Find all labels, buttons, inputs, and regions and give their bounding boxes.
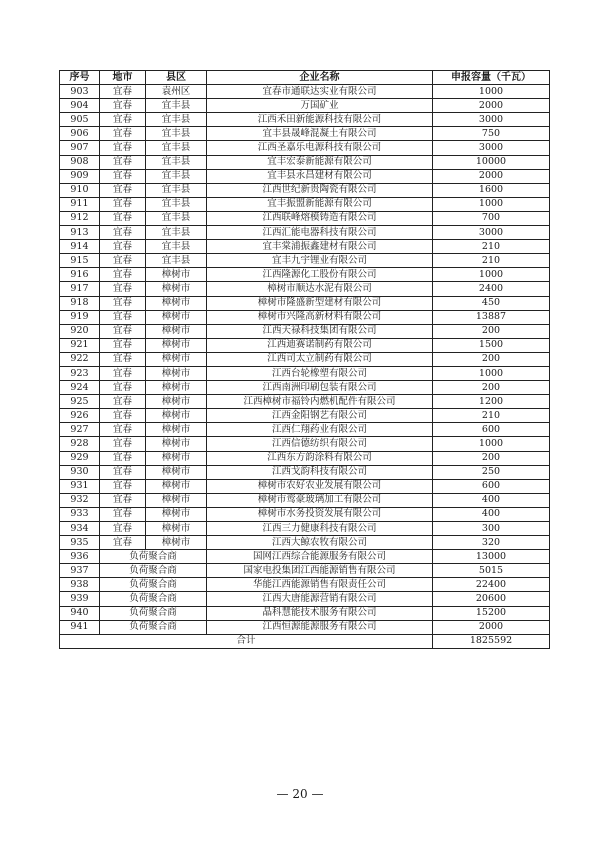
cell-city: 宜春: [100, 240, 146, 254]
cell-city: 宜春: [100, 465, 146, 479]
cell-capacity: 400: [433, 493, 550, 507]
table-row: [60, 507, 550, 521]
cell-company: 江西禾田新能源科技有限公司: [207, 113, 433, 127]
cell-city: 宜春: [100, 169, 146, 183]
cell-seq: 911: [60, 197, 100, 211]
cell-seq: 918: [60, 296, 100, 310]
cell-capacity: 1200: [433, 395, 550, 409]
table-row: [60, 211, 550, 225]
cell-city: 宜春: [100, 113, 146, 127]
cell-category: 负荷聚合商: [100, 620, 207, 634]
cell-seq: 921: [60, 338, 100, 352]
cell-company: 江西汇能电器科技有限公司: [207, 226, 433, 240]
cell-company: 晶科慧能技术服务有限公司: [207, 606, 433, 620]
cell-capacity: 2000: [433, 169, 550, 183]
cell-capacity: 200: [433, 451, 550, 465]
cell-county: 樟树市: [146, 268, 207, 282]
cell-county: 樟树市: [146, 522, 207, 536]
table-row: [60, 183, 550, 197]
cell-capacity: 20600: [433, 592, 550, 606]
cell-capacity: 600: [433, 423, 550, 437]
cell-city: 宜春: [100, 395, 146, 409]
cell-capacity: 210: [433, 254, 550, 268]
table-row: [60, 113, 550, 127]
cell-city: 宜春: [100, 197, 146, 211]
table-row: [60, 310, 550, 324]
cell-seq: 903: [60, 85, 100, 99]
cell-capacity: 200: [433, 324, 550, 338]
table-row: [60, 282, 550, 296]
cell-company: 江西三力健康科技有限公司: [207, 522, 433, 536]
table-row: [60, 155, 550, 169]
cell-capacity: 200: [433, 352, 550, 366]
table-total-row: [60, 634, 550, 648]
cell-seq: 930: [60, 465, 100, 479]
cell-company: 江西信德纺织有限公司: [207, 437, 433, 451]
cell-county: 樟树市: [146, 282, 207, 296]
cell-seq: 934: [60, 522, 100, 536]
cell-capacity: 13000: [433, 550, 550, 564]
table-row: [60, 522, 550, 536]
cell-seq: 916: [60, 268, 100, 282]
cell-company: 江西戈韵科技有限公司: [207, 465, 433, 479]
cell-seq: 910: [60, 183, 100, 197]
table-row: [60, 254, 550, 268]
cell-capacity: 200: [433, 381, 550, 395]
cell-county: 樟树市: [146, 409, 207, 423]
cell-county: 樟树市: [146, 479, 207, 493]
cell-company: 华能江西能源销售有限责任公司: [207, 578, 433, 592]
header-county: 县区: [146, 71, 207, 85]
capacity-table: [59, 70, 550, 649]
cell-city: 宜春: [100, 522, 146, 536]
cell-company: 江西圣嘉乐电源科技有限公司: [207, 141, 433, 155]
header-company: 企业名称: [207, 71, 433, 85]
cell-company: 江西东方韵涂料有限公司: [207, 451, 433, 465]
cell-county: 宜丰县: [146, 127, 207, 141]
cell-company: 樟树市水务投资发展有限公司: [207, 507, 433, 521]
cell-city: 宜春: [100, 296, 146, 310]
cell-city: 宜春: [100, 254, 146, 268]
cell-capacity: 600: [433, 479, 550, 493]
cell-capacity: 700: [433, 211, 550, 225]
cell-city: 宜春: [100, 141, 146, 155]
cell-capacity: 1000: [433, 85, 550, 99]
cell-company: 江西隆源化工股份有限公司: [207, 268, 433, 282]
cell-seq: 931: [60, 479, 100, 493]
cell-company: 江西南洲印刷包装有限公司: [207, 381, 433, 395]
table-row-aggregator: [60, 578, 550, 592]
table-row: [60, 352, 550, 366]
cell-county: 宜丰县: [146, 197, 207, 211]
cell-county: 樟树市: [146, 296, 207, 310]
cell-company: 江西金阳钢艺有限公司: [207, 409, 433, 423]
cell-category: 负荷聚合商: [100, 592, 207, 606]
cell-category: 负荷聚合商: [100, 550, 207, 564]
cell-seq: 940: [60, 606, 100, 620]
cell-county: 樟树市: [146, 310, 207, 324]
cell-capacity: 10000: [433, 155, 550, 169]
table-row-aggregator: [60, 620, 550, 634]
table-row: [60, 493, 550, 507]
cell-seq: 923: [60, 366, 100, 380]
cell-company: 宜丰棠浦振鑫建材有限公司: [207, 240, 433, 254]
cell-county: 宜丰县: [146, 183, 207, 197]
cell-company: 江西台轮橡塑有限公司: [207, 366, 433, 380]
cell-county: 宜丰县: [146, 99, 207, 113]
cell-city: 宜春: [100, 409, 146, 423]
table-row-aggregator: [60, 592, 550, 606]
table-row: [60, 169, 550, 183]
cell-company: 樟树市隆盛新型建材有限公司: [207, 296, 433, 310]
cell-seq: 929: [60, 451, 100, 465]
cell-capacity: 210: [433, 409, 550, 423]
cell-capacity: 3000: [433, 141, 550, 155]
cell-county: 樟树市: [146, 451, 207, 465]
table-row: [60, 197, 550, 211]
cell-company: 江西联峰熔模铸造有限公司: [207, 211, 433, 225]
cell-company: 江西恒源能源服务有限公司: [207, 620, 433, 634]
cell-seq: 919: [60, 310, 100, 324]
cell-county: 樟树市: [146, 423, 207, 437]
cell-capacity: 1000: [433, 268, 550, 282]
cell-city: 宜春: [100, 211, 146, 225]
cell-seq: 939: [60, 592, 100, 606]
cell-county: 宜丰县: [146, 240, 207, 254]
cell-capacity: 400: [433, 507, 550, 521]
cell-company: 国网江西综合能源服务有限公司: [207, 550, 433, 564]
cell-capacity: 1000: [433, 197, 550, 211]
cell-seq: 924: [60, 381, 100, 395]
table-row: [60, 395, 550, 409]
cell-seq: 941: [60, 620, 100, 634]
cell-seq: 917: [60, 282, 100, 296]
table-row: [60, 99, 550, 113]
cell-seq: 928: [60, 437, 100, 451]
cell-capacity: 450: [433, 296, 550, 310]
cell-county: 樟树市: [146, 395, 207, 409]
cell-seq: 908: [60, 155, 100, 169]
cell-company: 江西大唐能源营销有限公司: [207, 592, 433, 606]
cell-company: 江西樟树市福铃内燃机配件有限公司: [207, 395, 433, 409]
cell-county: 樟树市: [146, 465, 207, 479]
table-row-aggregator: [60, 606, 550, 620]
cell-capacity: 2000: [433, 99, 550, 113]
table-row: [60, 536, 550, 550]
cell-capacity: 15200: [433, 606, 550, 620]
cell-seq: 914: [60, 240, 100, 254]
cell-county: 樟树市: [146, 338, 207, 352]
table-row: [60, 240, 550, 254]
cell-county: 宜丰县: [146, 211, 207, 225]
table-row: [60, 324, 550, 338]
cell-seq: 935: [60, 536, 100, 550]
table-header-row: [60, 71, 550, 85]
cell-city: 宜春: [100, 437, 146, 451]
cell-county: 宜丰县: [146, 113, 207, 127]
table-row: [60, 451, 550, 465]
cell-capacity: 250: [433, 465, 550, 479]
cell-city: 宜春: [100, 183, 146, 197]
cell-seq: 904: [60, 99, 100, 113]
cell-county: 樟树市: [146, 437, 207, 451]
cell-seq: 907: [60, 141, 100, 155]
cell-seq: 915: [60, 254, 100, 268]
table-row: [60, 409, 550, 423]
table-row: [60, 226, 550, 240]
cell-company: 江西天禄科技集团有限公司: [207, 324, 433, 338]
cell-company: 樟树市顺达水泥有限公司: [207, 282, 433, 296]
cell-city: 宜春: [100, 226, 146, 240]
cell-capacity: 750: [433, 127, 550, 141]
cell-company: 江西大鲸农牧有限公司: [207, 536, 433, 550]
cell-category: 负荷聚合商: [100, 564, 207, 578]
cell-capacity: 2400: [433, 282, 550, 296]
table-row: [60, 381, 550, 395]
cell-company: 万国矿业: [207, 99, 433, 113]
cell-seq: 932: [60, 493, 100, 507]
cell-company: 樟树市农好农业发展有限公司: [207, 479, 433, 493]
page-number: — 20 —: [276, 787, 324, 801]
cell-company: 国家电投集团江西能源销售有限公司: [207, 564, 433, 578]
table-row: [60, 338, 550, 352]
cell-seq: 937: [60, 564, 100, 578]
cell-company: 江西迪赛诺制药有限公司: [207, 338, 433, 352]
cell-county: 樟树市: [146, 493, 207, 507]
cell-capacity: 3000: [433, 113, 550, 127]
cell-city: 宜春: [100, 338, 146, 352]
cell-company: 宜丰县永昌建材有限公司: [207, 169, 433, 183]
cell-city: 宜春: [100, 352, 146, 366]
cell-company: 樟树市兴隆高新材料有限公司: [207, 310, 433, 324]
cell-company: 宜丰县晟峰混凝土有限公司: [207, 127, 433, 141]
cell-city: 宜春: [100, 155, 146, 169]
cell-capacity: 5015: [433, 564, 550, 578]
cell-capacity: 3000: [433, 226, 550, 240]
cell-county: 樟树市: [146, 324, 207, 338]
cell-seq: 920: [60, 324, 100, 338]
cell-city: 宜春: [100, 507, 146, 521]
table-row: [60, 141, 550, 155]
cell-capacity: 1000: [433, 366, 550, 380]
cell-seq: 909: [60, 169, 100, 183]
cell-seq: 912: [60, 211, 100, 225]
cell-county: 宜丰县: [146, 141, 207, 155]
cell-county: 宜丰县: [146, 226, 207, 240]
cell-city: 宜春: [100, 324, 146, 338]
cell-county: 宜丰县: [146, 254, 207, 268]
cell-seq: 933: [60, 507, 100, 521]
cell-city: 宜春: [100, 282, 146, 296]
table-row: [60, 465, 550, 479]
cell-city: 宜春: [100, 536, 146, 550]
cell-city: 宜春: [100, 99, 146, 113]
cell-county: 樟树市: [146, 366, 207, 380]
table-row-aggregator: [60, 564, 550, 578]
cell-category: 负荷聚合商: [100, 606, 207, 620]
cell-capacity: 300: [433, 522, 550, 536]
cell-county: 宜丰县: [146, 155, 207, 169]
cell-city: 宜春: [100, 423, 146, 437]
header-city: 地市: [100, 71, 146, 85]
cell-category: 负荷聚合商: [100, 578, 207, 592]
cell-seq: 905: [60, 113, 100, 127]
cell-city: 宜春: [100, 479, 146, 493]
table-row: [60, 479, 550, 493]
cell-city: 宜春: [100, 268, 146, 282]
table-row: [60, 437, 550, 451]
cell-city: 宜春: [100, 451, 146, 465]
cell-city: 宜春: [100, 85, 146, 99]
cell-company: 樟树市鸾豪玻璃加工有限公司: [207, 493, 433, 507]
cell-company: 宜丰宏泰新能源有限公司: [207, 155, 433, 169]
cell-city: 宜春: [100, 310, 146, 324]
cell-seq: 926: [60, 409, 100, 423]
cell-capacity: 320: [433, 536, 550, 550]
cell-capacity: 1500: [433, 338, 550, 352]
cell-capacity: 1600: [433, 183, 550, 197]
cell-city: 宜春: [100, 127, 146, 141]
cell-capacity: 1000: [433, 437, 550, 451]
cell-county: 樟树市: [146, 507, 207, 521]
header-capacity: 申报容量（千瓦）: [433, 71, 550, 85]
header-seq: 序号: [60, 71, 100, 85]
cell-seq: 938: [60, 578, 100, 592]
cell-county: 樟树市: [146, 536, 207, 550]
table-row: [60, 268, 550, 282]
cell-capacity: 2000: [433, 620, 550, 634]
cell-seq: 927: [60, 423, 100, 437]
cell-capacity: 13887: [433, 310, 550, 324]
table-row: [60, 296, 550, 310]
table-row: [60, 85, 550, 99]
cell-seq: 925: [60, 395, 100, 409]
cell-seq: 922: [60, 352, 100, 366]
cell-county: 樟树市: [146, 381, 207, 395]
cell-city: 宜春: [100, 366, 146, 380]
cell-company: 江西世纪新贵陶瓷有限公司: [207, 183, 433, 197]
cell-company: 宜丰九宇锂业有限公司: [207, 254, 433, 268]
table-body: [60, 85, 550, 649]
table-row: [60, 366, 550, 380]
cell-county: 樟树市: [146, 352, 207, 366]
total-value: 1825592: [433, 634, 550, 648]
cell-city: 宜春: [100, 381, 146, 395]
cell-company: 宜春市通联达实业有限公司: [207, 85, 433, 99]
cell-county: 袁州区: [146, 85, 207, 99]
cell-seq: 936: [60, 550, 100, 564]
cell-company: 江西司太立制药有限公司: [207, 352, 433, 366]
cell-company: 江西仁翔药业有限公司: [207, 423, 433, 437]
total-label: 合计: [60, 634, 433, 648]
table-row-aggregator: [60, 550, 550, 564]
cell-seq: 913: [60, 226, 100, 240]
cell-city: 宜春: [100, 493, 146, 507]
cell-capacity: 210: [433, 240, 550, 254]
cell-capacity: 22400: [433, 578, 550, 592]
cell-seq: 906: [60, 127, 100, 141]
cell-county: 宜丰县: [146, 169, 207, 183]
table-row: [60, 127, 550, 141]
table-row: [60, 423, 550, 437]
cell-company: 宜丰振盟新能源有限公司: [207, 197, 433, 211]
